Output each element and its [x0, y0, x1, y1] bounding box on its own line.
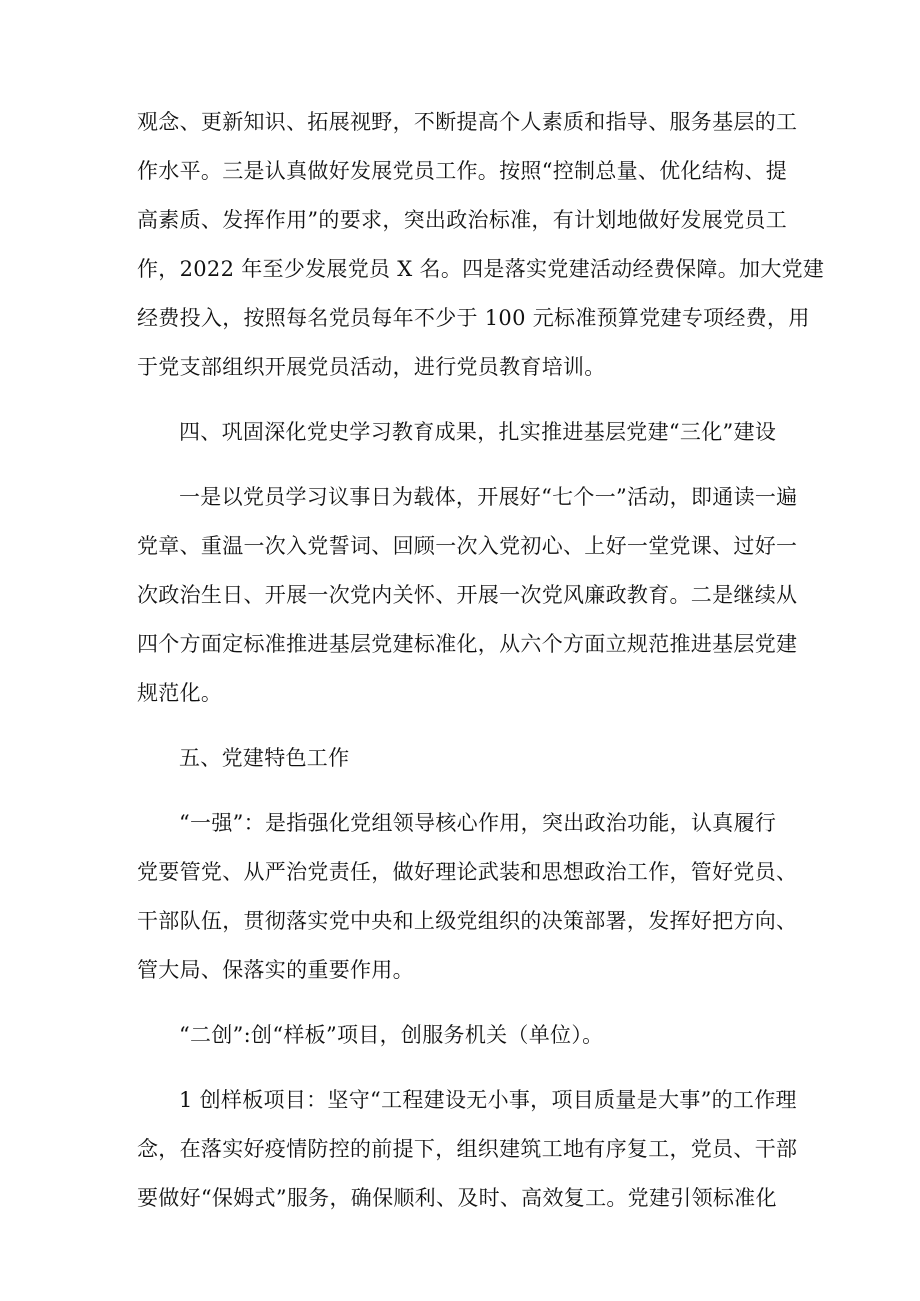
text-line: 次政治生日、开展一次党内关怀、开展一次党风廉政教育。二是继续从: [137, 583, 798, 607]
text-line: 高素质、发挥作用”的要求，突出政治标准，有计划地做好发展党员工: [137, 208, 788, 232]
text-line: 四个方面定标准推进基层党建标准化，从六个方面立规范推进基层党建: [137, 632, 798, 656]
text-line: 念，在落实好疫情防控的前提下，组织建筑工地有序复工，党员、干部: [137, 1137, 798, 1161]
text-line: 要做好“保姆式”服务，确保顺利、及时、高效复工。党建引领标准化: [137, 1186, 777, 1210]
document-page: [137, 98, 825, 1223]
text-line: 作，2022 年至少发展党员 X 名。四是落实党建活动经费保障。加大党建: [137, 257, 825, 281]
heading-text: 四、巩固深化党史学习教育成果，扎实推进基层党建“三化”建设: [179, 420, 777, 444]
text-line: 作水平。三是认真做好发展党员工作。按照“控制总量、优化结构、提: [137, 159, 788, 183]
section-heading-4: [137, 408, 789, 457]
section-heading-5: [137, 734, 789, 783]
text-line: 1 创样板项目：坚守“工程建设无小事，项目质量是大事”的工作理: [179, 1088, 797, 1112]
paragraph-p4: [137, 1011, 789, 1060]
text-line: 一是以党员学习议事日为载体，开展好“七个一”活动，即通读一遍: [179, 485, 798, 509]
text-line: 管大局、保落实的重要作用。: [137, 958, 414, 982]
text-line: 党要管党、从严治党责任，做好理论武装和思想政治工作，管好党员、: [137, 860, 798, 884]
text-line: 经费投入，按照每名党员每年不少于 100 元标准预算党建专项经费，用: [137, 306, 810, 330]
heading-text: 五、党建特色工作: [179, 746, 350, 770]
text-line: “二创”:创“样板”项目，创服务机关（单位）。: [179, 1023, 604, 1047]
text-line: 党章、重温一次入党誓词、回顾一次入党初心、上好一堂党课、过好一: [137, 534, 798, 558]
paragraph-p5: [137, 1076, 798, 1223]
text-line: “一强”：是指强化党组领导核心作用，突出政治功能，认真履行: [179, 811, 777, 835]
text-line: 规范化。: [137, 681, 223, 705]
text-line: 于党支部组织开展党员活动，进行党员教育培训。: [137, 355, 606, 379]
paragraph-p1: [137, 98, 825, 392]
text-line: 干部队伍，贯彻落实党中央和上级党组织的决策部署，发挥好把方向、: [137, 909, 798, 933]
text-line: 观念、更新知识、拓展视野，不断提高个人素质和指导、服务基层的工: [137, 110, 798, 134]
paragraph-p3: [137, 799, 798, 995]
paragraph-p2: [137, 473, 798, 718]
